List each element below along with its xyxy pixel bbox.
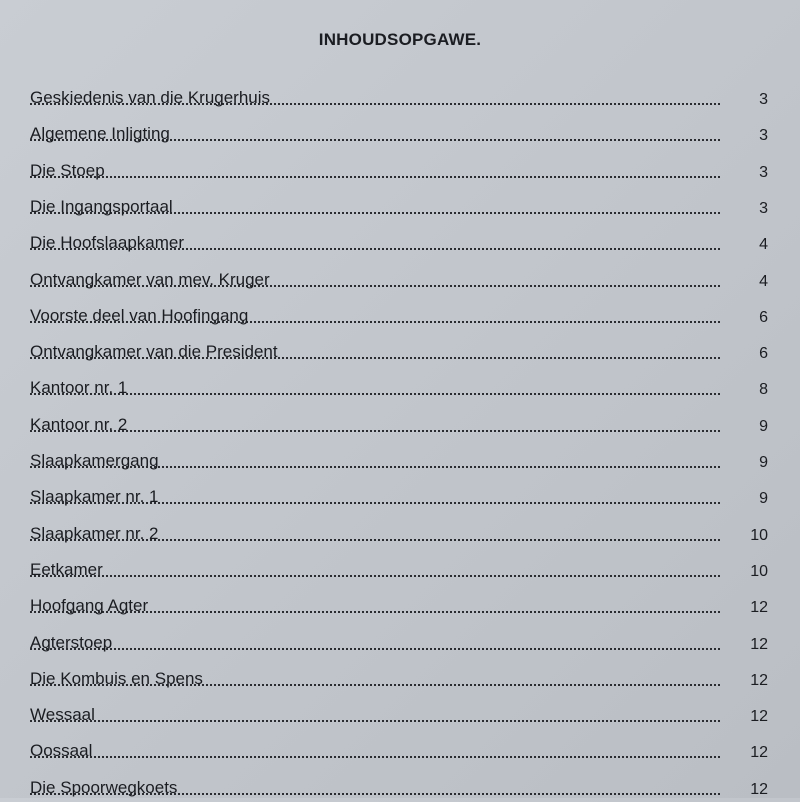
- toc-entry: [30, 596, 770, 620]
- toc-entry-page: 12: [750, 636, 768, 653]
- toc-entry: [30, 778, 770, 802]
- toc-entry-label: Wessaal: [30, 705, 95, 724]
- toc-entry: [30, 741, 770, 765]
- toc-entry: [30, 705, 770, 729]
- toc-entry-page: 12: [750, 781, 768, 798]
- toc-entry-label: Die Kombuis en Spens: [30, 669, 203, 688]
- toc-entry-page: 4: [759, 236, 768, 253]
- toc-entry: [30, 669, 770, 693]
- toc-entry-page: 9: [759, 490, 768, 507]
- toc-entry: [30, 633, 770, 657]
- toc-entry-label: Die Spoorwegkoets: [30, 778, 178, 797]
- dot-leader: [30, 393, 720, 395]
- dot-leader: [30, 720, 720, 722]
- dot-leader: [30, 648, 720, 650]
- toc-entry: [30, 342, 770, 366]
- toc-entry-page: 10: [750, 527, 768, 544]
- toc-entry: [30, 451, 770, 475]
- toc-entry-page: 10: [750, 563, 768, 580]
- toc-entry-page: 3: [759, 127, 768, 144]
- toc-entry-page: 6: [759, 309, 768, 326]
- toc-entry-label: Agterstoep: [30, 633, 113, 652]
- toc-entry-page: 12: [750, 744, 768, 761]
- toc-entry-label: Kantoor nr. 1: [30, 378, 128, 397]
- toc-entry-page: 3: [759, 91, 768, 108]
- toc-entry: [30, 161, 770, 185]
- toc-entry-page: 6: [759, 345, 768, 362]
- toc-entry-label: Algemene Inligting: [30, 124, 170, 143]
- dot-leader: [30, 430, 720, 432]
- toc-entry-label: Slaapkamergang: [30, 451, 159, 470]
- toc-entry-page: 3: [759, 200, 768, 217]
- toc-entry-label: Voorste deel van Hoofingang: [30, 306, 249, 325]
- toc-entry-page: 4: [759, 273, 768, 290]
- toc-entry-page: 12: [750, 672, 768, 689]
- toc-entry-page: 12: [750, 708, 768, 725]
- toc-entry: [30, 487, 770, 511]
- toc-entry-label: Eetkamer: [30, 560, 103, 579]
- toc-entry-label: Ontvangkamer van die President: [30, 342, 278, 361]
- toc-entry: [30, 233, 770, 257]
- toc-entry-page: 8: [759, 381, 768, 398]
- toc-entry-page: 9: [759, 418, 768, 435]
- toc-entry: [30, 378, 770, 402]
- toc-entry: [30, 88, 770, 112]
- toc-entry: [30, 524, 770, 548]
- dot-leader: [30, 756, 720, 758]
- toc-entry-label: Die Stoep: [30, 161, 105, 180]
- toc-entry: [30, 270, 770, 294]
- toc-entry-label: Slaapkamer nr. 2: [30, 524, 159, 543]
- toc-entry-page: 3: [759, 164, 768, 181]
- toc-entry-page: 9: [759, 454, 768, 471]
- toc-entry-label: Oossaal: [30, 741, 93, 760]
- dot-leader: [30, 176, 720, 178]
- toc-entry-page: 12: [750, 599, 768, 616]
- toc-entry-label: Die Hoofslaapkamer: [30, 233, 185, 252]
- toc-entry: [30, 415, 770, 439]
- toc-entry-label: Hoofgang Agter: [30, 596, 149, 615]
- toc-entry: [30, 306, 770, 330]
- toc-entry: [30, 197, 770, 221]
- page-title: INHOUDSOPGAWE.: [318, 30, 482, 49]
- toc-entry: [30, 560, 770, 584]
- toc-entry: [30, 124, 770, 148]
- dot-leader: [30, 575, 720, 577]
- toc-entry-label: Slaapkamer nr. 1: [30, 487, 159, 506]
- toc-entry-label: Kantoor nr. 2: [30, 415, 128, 434]
- toc-entry-label: Die Ingangsportaal: [30, 197, 173, 216]
- toc-entry-label: Geskiedenis van die Krugerhuis: [30, 88, 271, 107]
- toc-entry-label: Ontvangkamer van mev. Kruger: [30, 270, 270, 289]
